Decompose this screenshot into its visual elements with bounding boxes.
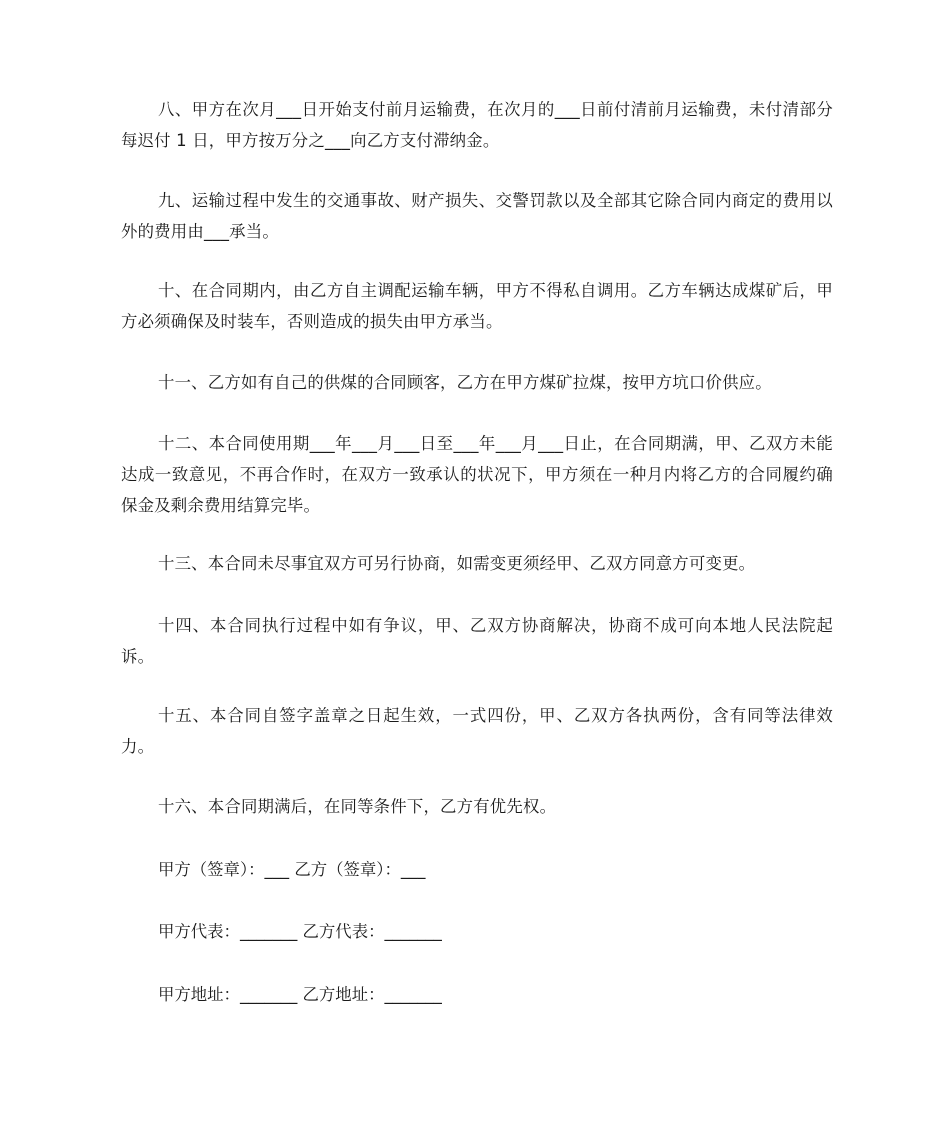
clause-16: 十六、本合同期满后，在同等条件下，乙方有优先权。 (158, 797, 557, 816)
signature-seal-line: 甲方（签章）：___ 乙方（签章）：___ (158, 860, 426, 879)
clause-8: 八、甲方在次月___日开始支付前月运输费，在次月的___日前付清前月运输费，未付清部分每迟付 1 日，甲方按万分之___向乙方支付滞纳金。 (121, 100, 833, 150)
address-line: 甲方地址：_______ 乙方地址：_______ (158, 985, 442, 1004)
representative-line: 甲方代表：_______ 乙方代表：_______ (158, 922, 442, 941)
clause-15: 十五、本合同自签字盖章之日起生效，一式四份，甲、乙双方各执两份，含有同等法律效力。 (121, 706, 833, 756)
clause-14: 十四、本合同执行过程中如有争议，甲、乙双方协商解决，协商不成可向本地人民法院起诉。 (121, 616, 833, 666)
clause-9: 九、运输过程中发生的交通事故、财产损失、交警罚款以及全部其它除合同内商定的费用以外的费用由___承当。 (121, 191, 833, 241)
clause-10: 十、在合同期内，由乙方自主调配运输车辆，甲方不得私自调用。乙方车辆达成煤矿后，甲方必须确保及时装车，否则造成的损失由甲方承当。 (121, 281, 833, 331)
clause-12: 十二、本合同使用期___年___月___日至___年___月___日止，在合同期满，甲、乙双方未能达成一致意见，不再合作时，在双方一致承认的状况下，甲方须在一种月内将乙方的合同履约确保金及剩余费用结算完毕。 (121, 434, 833, 515)
clause-11: 十一、乙方如有自己的供煤的合同顾客，乙方在甲方煤矿拉煤，按甲方坑口价供应。 (158, 373, 772, 392)
clause-13: 十三、本合同未尽事宜双方可另行协商，如需变更须经甲、乙双方同意方可变更。 (158, 554, 756, 573)
